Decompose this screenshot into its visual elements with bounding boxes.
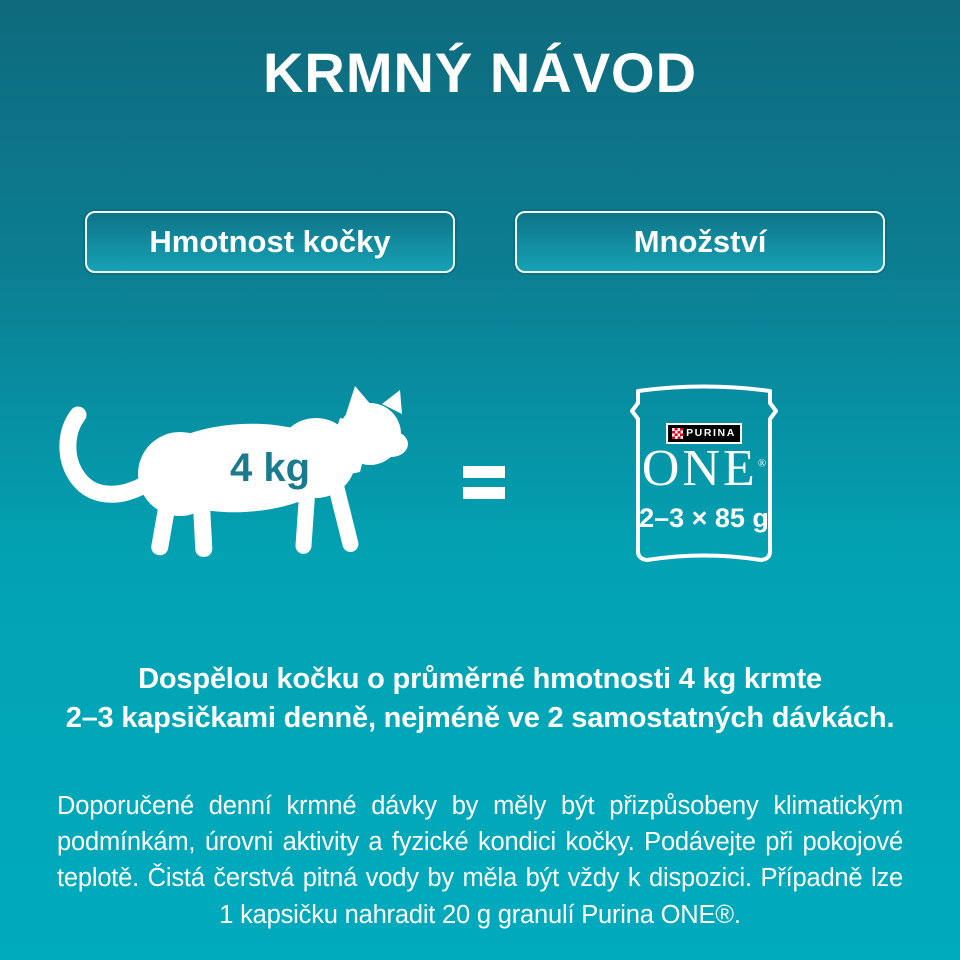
equals-bar-top (463, 466, 505, 478)
feeding-summary-line2: 2–3 kapsičkami denně, nejméně ve 2 samostatných dávkách. (65, 702, 895, 735)
equals-bar-bottom (463, 487, 505, 499)
pouch-icon (628, 373, 780, 573)
feeding-footnote: Doporučené denní krmné dávky by měly být přizpůsobeny klimatickým podmínkám, úrovni aktivity a fyzické kondici kočky. Podávejte při pokojové teplotě. Čistá čerstvá pitná vody by měla být vždy k dispozici. Případně lze 1 kapsičku nahradit 20 g granulí Purina ONE®. (57, 792, 903, 929)
column-header-amount (515, 211, 885, 273)
one-wordmark (628, 440, 780, 497)
column-header-cat-weight (85, 211, 455, 273)
equals-icon (463, 466, 505, 508)
purina-checkerboard-icon (672, 428, 683, 439)
column-header-amount-label: Množství (633, 224, 767, 259)
feeding-summary-line1: Dospělou kočku o průměrné hmotnosti 4 kg krmte (138, 663, 822, 695)
page-title: KRMNÝ NÁVOD (262, 41, 698, 104)
column-header-cat-weight-label: Hmotnost kočky (149, 224, 391, 259)
registered-mark: ® (757, 457, 767, 470)
one-wordmark-text: ONE (641, 440, 758, 497)
pouch-amount-value: 2–3 × 85 g (639, 503, 769, 533)
feeding-summary (30, 660, 930, 738)
cat-weight-value: 4 kg (229, 446, 311, 490)
purina-wordmark: PURINA (686, 427, 736, 440)
